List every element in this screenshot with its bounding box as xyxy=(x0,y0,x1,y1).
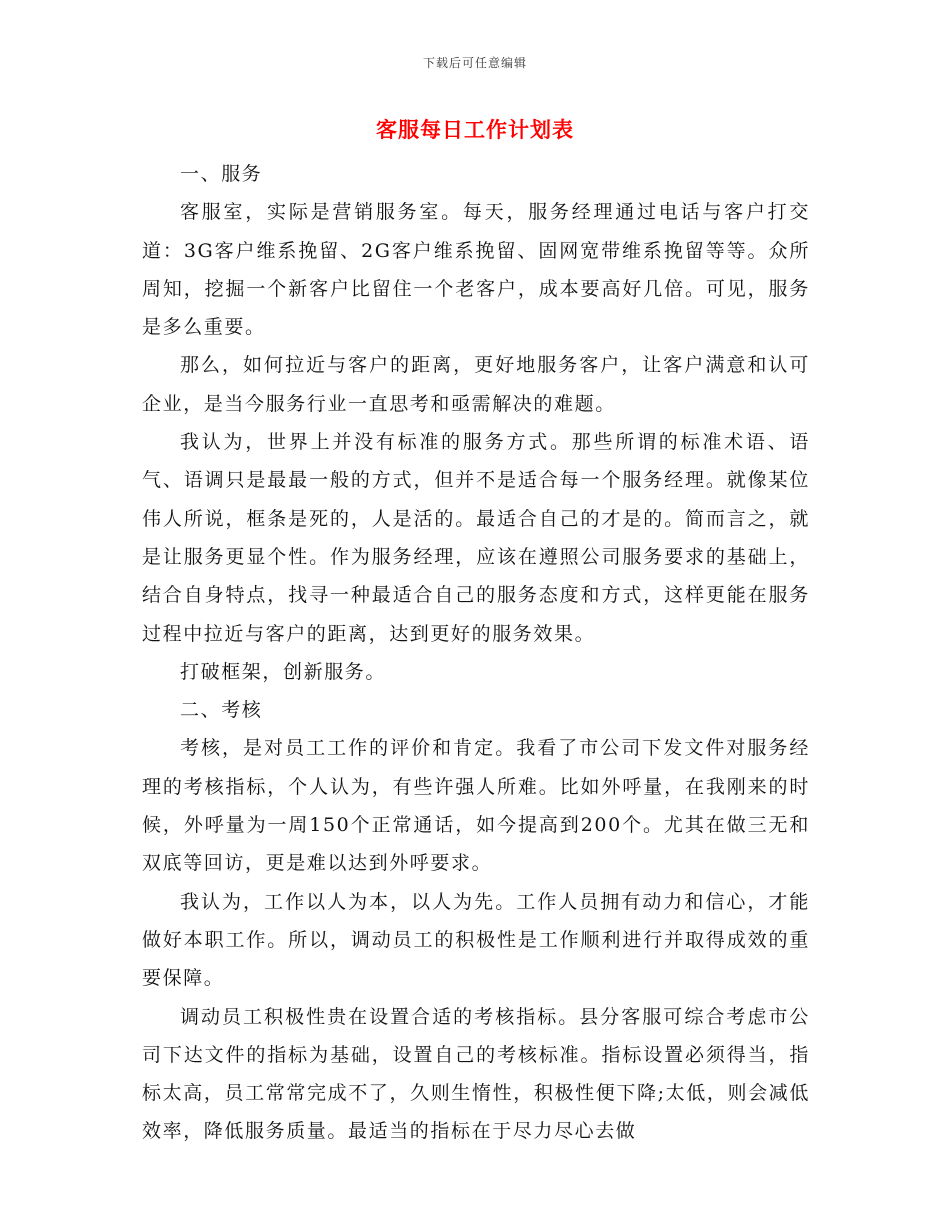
paragraph: 那么，如何拉近与客户的距离，更好地服务客户，让客户满意和认可企业，是当今服务行业一直思考和亟需解决的难题。 xyxy=(142,354,810,415)
paragraph: 客服室，实际是营销服务室。每天，服务经理通过电话与客户打交道：3G客户维系挽留、2G客户维系挽留、固网宽带维系挽留等等。众所周知，挖掘一个新客户比留住一个老客户，成本要高好几倍。可见，服务是多么重要。 xyxy=(142,201,810,339)
paragraph: 打破框架，创新服务。 xyxy=(180,660,387,683)
document-title: 客服每日工作计划表 xyxy=(376,117,574,142)
paragraph: 我认为，工作以人为本，以人为先。工作人员拥有动力和信心，才能做好本职工作。所以，调动员工的积极性是工作顺利进行并取得成效的重要保障。 xyxy=(142,890,810,990)
paragraph: 考核，是对员工工作的评价和肯定。我看了市公司下发文件对服务经理的考核指标，个人认为，有些许强人所难。比如外呼量，在我刚来的时候，外呼量为一周150个正常通话，如今提高到200个。尤其在做三无和双底等回访，更是难以达到外呼要求。 xyxy=(142,737,810,875)
header-note: 下载后可任意编辑 xyxy=(422,56,527,70)
document-body xyxy=(142,155,810,1151)
section-heading-assessment: 二、考核 xyxy=(180,699,263,722)
paragraph: 调动员工积极性贵在设置合适的考核指标。县分客服可综合考虑市公司下达文件的指标为基础，设置自己的考核标准。指标设置必须得当，指标太高，员工常常完成不了，久则生惰性，积极性便下降;太低，则会减低效率，降低服务质量。最适当的指标在于尽力尽心去做 xyxy=(142,1005,810,1143)
paragraph: 我认为，世界上并没有标准的服务方式。那些所谓的标准术语、语气、语调只是最最一般的方式，但并不是适合每一个服务经理。就像某位伟人所说，框条是死的，人是活的。最适合自己的才是的。简而言之，就是让服务更显个性。作为服务经理，应该在遵照公司服务要求的基础上，结合自身特点，找寻一种最适合自己的服务态度和方式，这样更能在服务过程中拉近与客户的距离，达到更好的服务效果。 xyxy=(142,431,810,645)
section-heading-service: 一、服务 xyxy=(180,163,263,185)
